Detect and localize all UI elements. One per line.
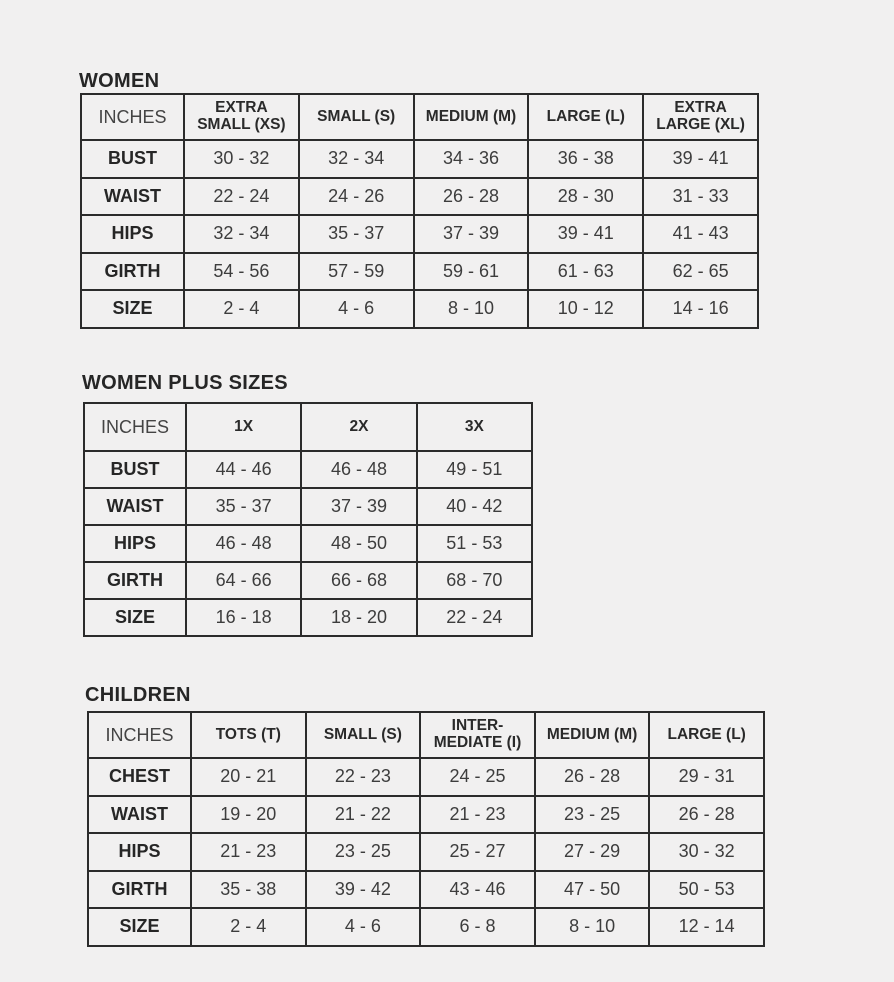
measurement-cell: 27 - 29 xyxy=(535,833,650,871)
measurement-cell: 30 - 32 xyxy=(184,140,299,178)
measurement-cell: 39 - 41 xyxy=(528,215,643,253)
measurement-cell: 35 - 37 xyxy=(299,215,414,253)
column-header: SMALL (S) xyxy=(306,712,421,758)
table-row xyxy=(81,290,758,328)
table-row xyxy=(81,178,758,216)
header-row xyxy=(88,712,764,758)
measurement-cell: 22 - 24 xyxy=(417,599,532,636)
row-label: GIRTH xyxy=(84,562,186,599)
row-label: HIPS xyxy=(84,525,186,562)
table-row xyxy=(88,796,764,834)
table-row xyxy=(88,833,764,871)
measurement-cell: 23 - 25 xyxy=(535,796,650,834)
measurement-cell: 10 - 12 xyxy=(528,290,643,328)
table-row xyxy=(84,488,532,525)
measurement-cell: 24 - 25 xyxy=(420,758,535,796)
table-row xyxy=(84,451,532,488)
measurement-cell: 16 - 18 xyxy=(186,599,301,636)
column-header: MEDIUM (M) xyxy=(414,94,529,140)
measurement-cell: 49 - 51 xyxy=(417,451,532,488)
column-header: 1X xyxy=(186,403,301,451)
table-row xyxy=(88,871,764,909)
measurement-cell: 51 - 53 xyxy=(417,525,532,562)
measurement-cell: 4 - 6 xyxy=(306,908,421,946)
measurement-cell: 2 - 4 xyxy=(184,290,299,328)
measurement-cell: 26 - 28 xyxy=(414,178,529,216)
measurement-cell: 47 - 50 xyxy=(535,871,650,909)
women-size-table xyxy=(80,93,759,329)
row-label: SIZE xyxy=(81,290,184,328)
units-label: INCHES xyxy=(81,94,184,140)
measurement-cell: 37 - 39 xyxy=(414,215,529,253)
measurement-cell: 18 - 20 xyxy=(301,599,416,636)
column-header: MEDIUM (M) xyxy=(535,712,650,758)
measurement-cell: 41 - 43 xyxy=(643,215,758,253)
measurement-cell: 21 - 23 xyxy=(420,796,535,834)
measurement-cell: 54 - 56 xyxy=(184,253,299,291)
measurement-cell: 8 - 10 xyxy=(414,290,529,328)
measurement-cell: 4 - 6 xyxy=(299,290,414,328)
measurement-cell: 28 - 30 xyxy=(528,178,643,216)
row-label: CHEST xyxy=(88,758,191,796)
measurement-cell: 22 - 23 xyxy=(306,758,421,796)
children-size-table xyxy=(87,711,765,947)
table-row xyxy=(81,140,758,178)
measurement-cell: 19 - 20 xyxy=(191,796,306,834)
row-label: GIRTH xyxy=(81,253,184,291)
measurement-cell: 8 - 10 xyxy=(535,908,650,946)
column-header: LARGE (L) xyxy=(649,712,764,758)
header-row xyxy=(81,94,758,140)
column-header: EXTRA LARGE (XL) xyxy=(643,94,758,140)
measurement-cell: 64 - 66 xyxy=(186,562,301,599)
measurement-cell: 31 - 33 xyxy=(643,178,758,216)
children-section-title: CHILDREN xyxy=(85,684,191,706)
measurement-cell: 35 - 38 xyxy=(191,871,306,909)
header-row xyxy=(84,403,532,451)
row-label: SIZE xyxy=(84,599,186,636)
row-label: HIPS xyxy=(81,215,184,253)
column-header: SMALL (S) xyxy=(299,94,414,140)
table-row xyxy=(84,562,532,599)
women-plus-section-title: WOMEN PLUS SIZES xyxy=(82,372,288,394)
measurement-cell: 61 - 63 xyxy=(528,253,643,291)
measurement-cell: 32 - 34 xyxy=(299,140,414,178)
measurement-cell: 20 - 21 xyxy=(191,758,306,796)
women-plus-size-table xyxy=(83,402,533,637)
measurement-cell: 24 - 26 xyxy=(299,178,414,216)
row-label: BUST xyxy=(81,140,184,178)
measurement-cell: 43 - 46 xyxy=(420,871,535,909)
measurement-cell: 57 - 59 xyxy=(299,253,414,291)
measurement-cell: 6 - 8 xyxy=(420,908,535,946)
table-row xyxy=(84,525,532,562)
table-row xyxy=(81,253,758,291)
measurement-cell: 37 - 39 xyxy=(301,488,416,525)
measurement-cell: 36 - 38 xyxy=(528,140,643,178)
measurement-cell: 46 - 48 xyxy=(301,451,416,488)
measurement-cell: 48 - 50 xyxy=(301,525,416,562)
table-row xyxy=(88,758,764,796)
row-label: WAIST xyxy=(84,488,186,525)
measurement-cell: 12 - 14 xyxy=(649,908,764,946)
measurement-cell: 46 - 48 xyxy=(186,525,301,562)
measurement-cell: 26 - 28 xyxy=(535,758,650,796)
measurement-cell: 39 - 41 xyxy=(643,140,758,178)
measurement-cell: 2 - 4 xyxy=(191,908,306,946)
table-row xyxy=(81,215,758,253)
column-header: 3X xyxy=(417,403,532,451)
row-label: BUST xyxy=(84,451,186,488)
measurement-cell: 35 - 37 xyxy=(186,488,301,525)
column-header: LARGE (L) xyxy=(528,94,643,140)
women-section-title: WOMEN xyxy=(79,70,160,92)
measurement-cell: 39 - 42 xyxy=(306,871,421,909)
measurement-cell: 68 - 70 xyxy=(417,562,532,599)
table-row xyxy=(88,908,764,946)
measurement-cell: 29 - 31 xyxy=(649,758,764,796)
measurement-cell: 14 - 16 xyxy=(643,290,758,328)
row-label: HIPS xyxy=(88,833,191,871)
measurement-cell: 22 - 24 xyxy=(184,178,299,216)
column-header: TOTS (T) xyxy=(191,712,306,758)
measurement-cell: 40 - 42 xyxy=(417,488,532,525)
measurement-cell: 26 - 28 xyxy=(649,796,764,834)
measurement-cell: 44 - 46 xyxy=(186,451,301,488)
measurement-cell: 25 - 27 xyxy=(420,833,535,871)
measurement-cell: 32 - 34 xyxy=(184,215,299,253)
column-header: EXTRA SMALL (XS) xyxy=(184,94,299,140)
measurement-cell: 30 - 32 xyxy=(649,833,764,871)
row-label: GIRTH xyxy=(88,871,191,909)
row-label: SIZE xyxy=(88,908,191,946)
measurement-cell: 66 - 68 xyxy=(301,562,416,599)
measurement-cell: 21 - 22 xyxy=(306,796,421,834)
units-label: INCHES xyxy=(84,403,186,451)
column-header: INTER- MEDIATE (I) xyxy=(420,712,535,758)
units-label: INCHES xyxy=(88,712,191,758)
measurement-cell: 62 - 65 xyxy=(643,253,758,291)
measurement-cell: 59 - 61 xyxy=(414,253,529,291)
measurement-cell: 23 - 25 xyxy=(306,833,421,871)
measurement-cell: 34 - 36 xyxy=(414,140,529,178)
measurement-cell: 21 - 23 xyxy=(191,833,306,871)
table-row xyxy=(84,599,532,636)
measurement-cell: 50 - 53 xyxy=(649,871,764,909)
row-label: WAIST xyxy=(88,796,191,834)
row-label: WAIST xyxy=(81,178,184,216)
column-header: 2X xyxy=(301,403,416,451)
